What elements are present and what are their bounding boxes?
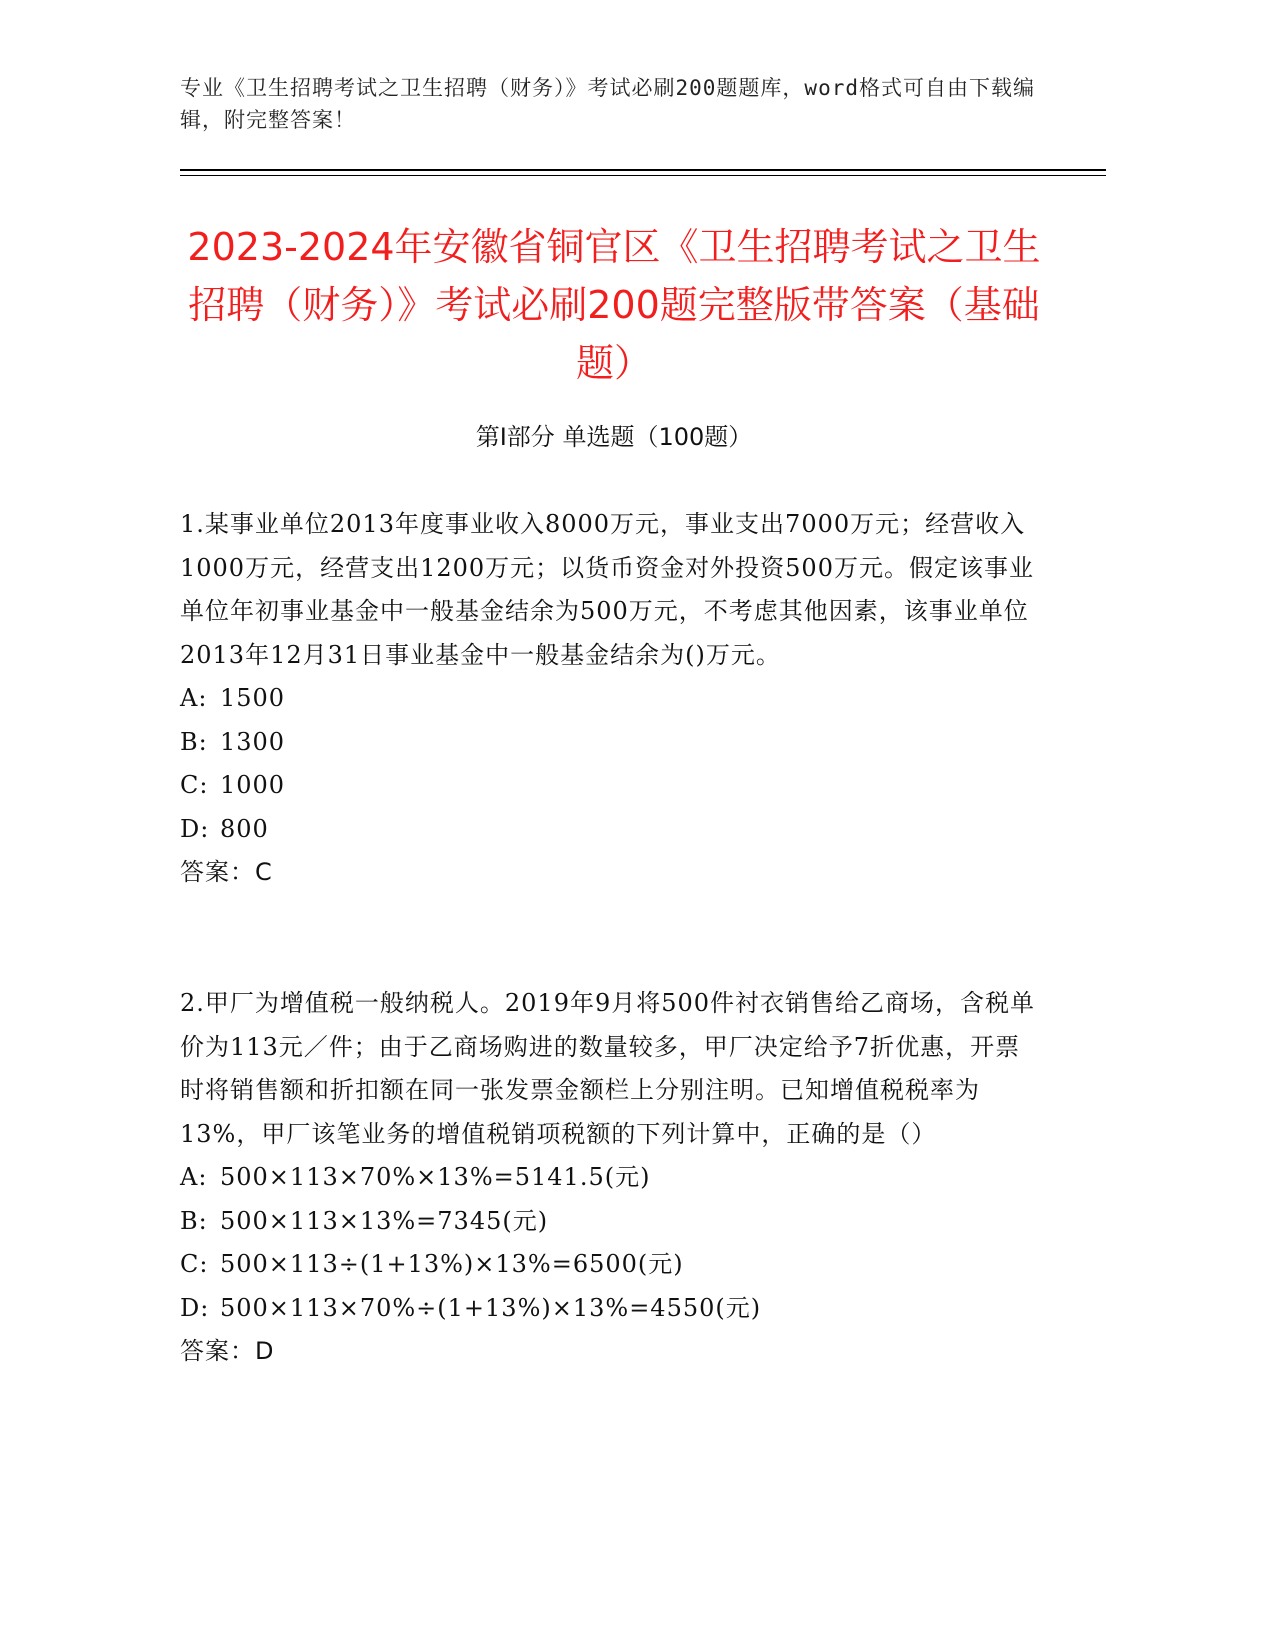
option-letter: D:: [180, 1293, 210, 1322]
option-text: 1300: [220, 727, 286, 756]
option-letter: D:: [180, 814, 210, 843]
option-a: [180, 1156, 1040, 1200]
option-c: [180, 1243, 1040, 1287]
header-divider-thin: [180, 175, 1106, 176]
header-divider-thick: [180, 169, 1106, 171]
option-text: 500×113÷(1+13%)×13%=6500(元): [220, 1250, 684, 1278]
option-letter: B:: [180, 727, 208, 756]
option-b: [180, 721, 1040, 765]
option-d: [180, 808, 1040, 852]
option-letter: B:: [180, 1206, 208, 1235]
option-text: 800: [220, 814, 269, 843]
option-letter: A:: [180, 1163, 208, 1191]
option-text: 1000: [220, 771, 286, 799]
option-d: [180, 1287, 1040, 1331]
answer: 答案：D: [180, 1337, 275, 1365]
option-text: 500×113×13%=7345(元): [220, 1206, 549, 1235]
option-a: [180, 677, 1040, 721]
section-heading: 第I部分 单选题（100题）: [475, 423, 753, 451]
option-letter: C:: [180, 771, 209, 799]
question-1: [180, 503, 1040, 895]
question-2: [180, 982, 1040, 1374]
option-c: [180, 764, 1040, 808]
option-b: [180, 1200, 1040, 1244]
question-stem: 1.某事业单位2013年度事业收入8000万元，事业支出7000万元；经营收入1000万元，经营支出1200万元；以货币资金对外投资500万元。假定该事业单位年初事业基金中一般基金结余为500万元，不考虑其他因素，该事业单位2013年12月31日事业基金中一般基金结余为()万元。: [180, 510, 1034, 669]
option-text: 500×113×70%÷(1+13%)×13%=4550(元): [220, 1293, 762, 1322]
document-title: 2023-2024年安徽省铜官区《卫生招聘考试之卫生招聘（财务）》考试必刷200题完整版带答案（基础题）: [187, 225, 1041, 385]
header-note: 专业《卫生招聘考试之卫生招聘（财务）》考试必刷200题题库，word格式可自由下载编辑，附完整答案！: [180, 76, 1035, 132]
option-letter: C:: [180, 1250, 209, 1278]
option-letter: A:: [180, 684, 208, 712]
question-stem: 2.甲厂为增值税一般纳税人。2019年9月将500件衬衣销售给乙商场，含税单价为113元／件；由于乙商场购进的数量较多，甲厂决定给予7折优惠，开票时将销售额和折扣额在同一张发票金额栏上分别注明。已知增值税税率为13%，甲厂该笔业务的增值税销项税额的下列计算中，正确的是（）: [180, 989, 1036, 1148]
option-text: 500×113×70%×13%=5141.5(元): [220, 1163, 651, 1191]
answer: 答案：C: [180, 858, 273, 886]
option-text: 1500: [220, 684, 286, 712]
